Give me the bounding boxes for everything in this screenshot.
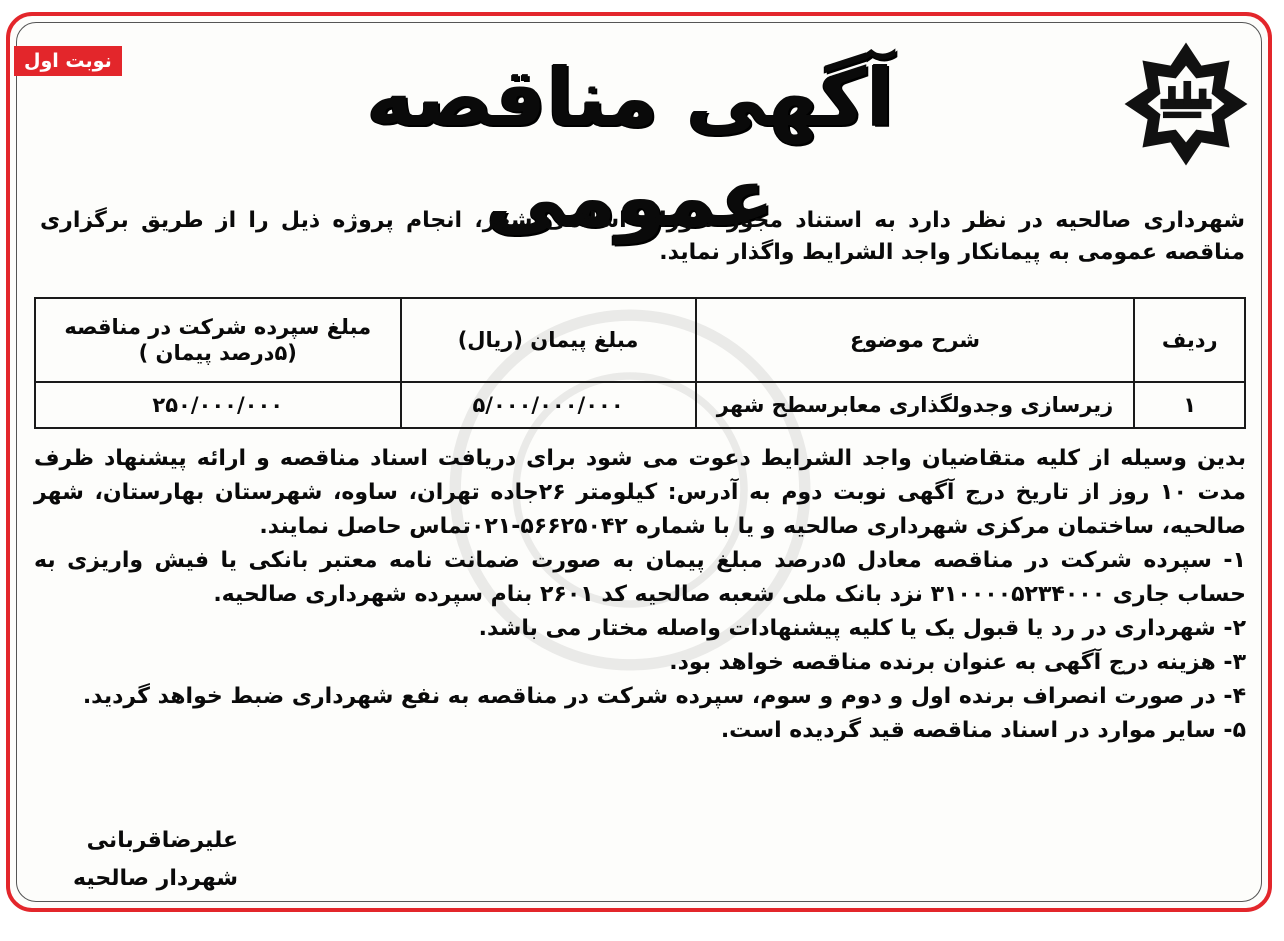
signature-block (38, 822, 238, 898)
signatory-role: شهردار صالحیه (73, 866, 238, 891)
intro-paragraph: شهرداری صالحیه در نظر دارد به استناد مجوز شورای اسلامی شهر، انجام پروژه ذیل را از طریق برگزاری مناقصه عمومی به پیمانکار واجد الشرایط واگذار نماید. (40, 208, 1245, 265)
tender-table (34, 297, 1246, 429)
condition-item-1: ۱- سپرده شرکت در مناقصه معادل ۵درصد مبلغ پیمان به صورت ضمانت نامه معتبر بانکی یا فیش واریزی به حساب جاری ۳۱۰۰۰۰۵۲۳۴۰۰۰ نزد بانک ملی شعبه صالحیه کد ۲۶۰۱ بنام سپرده شهرداری صالحیه. (34, 548, 1246, 607)
notice-body (34, 442, 1246, 748)
header-description: شرح موضوع (696, 298, 1135, 382)
municipality-emblem-icon (1122, 40, 1250, 168)
condition-item-2: ۲- شهرداری در رد یا قبول یک یا کلیه پیشنهادات واصله مختار می باشد. (478, 616, 1246, 641)
header-deposit-amount: مبلغ سپرده شرکت در مناقصه (۵درصد پیمان ) (35, 298, 401, 382)
cell-contract-amount: ۵/۰۰۰/۰۰۰/۰۰۰ (401, 382, 696, 428)
cell-description: زیرسازی وجدولگذاری معابرسطح شهر (696, 382, 1135, 428)
condition-item-3: ۳- هزینه درج آگهی به عنوان برنده مناقصه خواهد بود. (669, 650, 1246, 675)
table-header-row (35, 298, 1245, 382)
cell-row-number: ۱ (1134, 382, 1245, 428)
table-row (35, 382, 1245, 428)
header-row-number: ردیف (1134, 298, 1245, 382)
header-contract-amount: مبلغ پیمان (ریال) (401, 298, 696, 382)
signatory-name: علیرضاقربانی (86, 828, 238, 853)
condition-item-5: ۵- سایر موارد در اسناد مناقصه قید گردیده است. (720, 718, 1246, 743)
condition-item-4: ۴- در صورت انصراف برنده اول و دوم و سوم، سپرده شرکت در مناقصه به نفع شهرداری ضبط خواهد گردید. (82, 684, 1246, 709)
notice-round-badge: نوبت اول (14, 46, 122, 76)
cell-deposit-amount: ۲۵۰/۰۰۰/۰۰۰ (35, 382, 401, 428)
invitation-paragraph: بدین وسیله از کلیه متقاضیان واجد الشرایط دعوت می شود برای دریافت اسناد مناقصه و ارائه پیشنهاد ظرف مدت ۱۰ روز از تاریخ درج آگهی نوبت دوم به آدرس: کیلومتر ۲۶جاده تهران، ساوه، شهرستان بهارستان، شهر صالحیه، ساختمان مرکزی شهرداری صالحیه و یا با شماره ۵۶۶۲۵۰۴۲-۰۲۱تماس حاصل نمایند. (34, 446, 1246, 539)
page-title: آگهی مناقصه عمومی (366, 51, 894, 244)
